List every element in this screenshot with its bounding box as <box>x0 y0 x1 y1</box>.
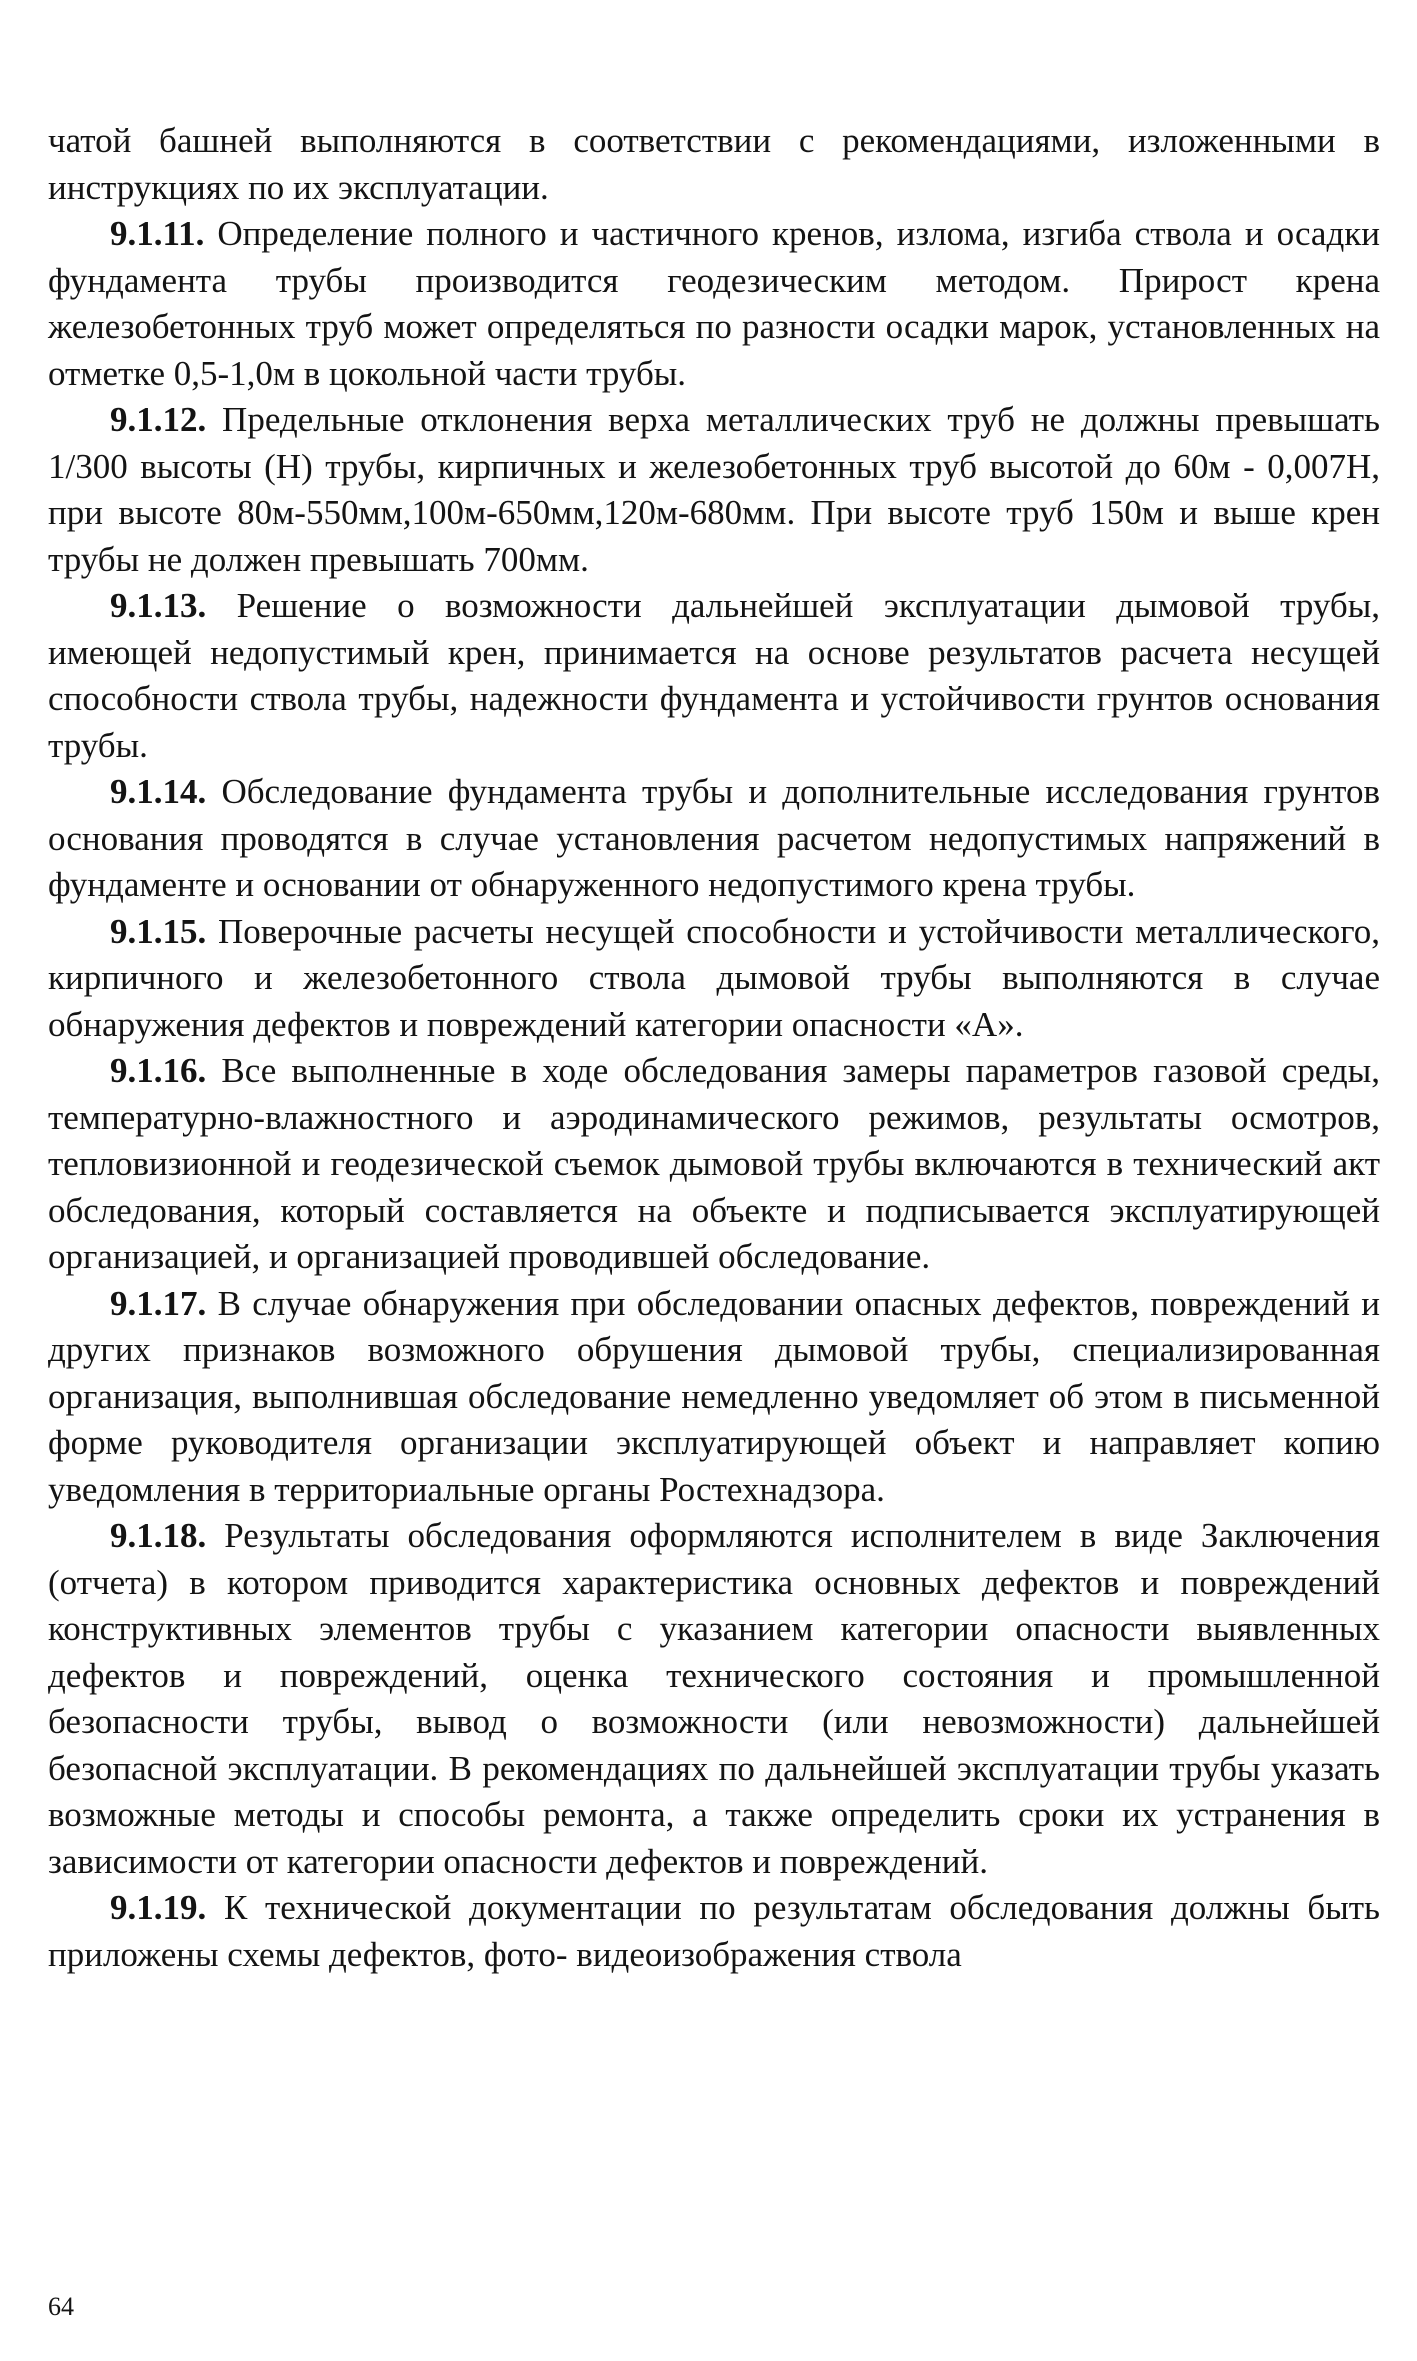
clause-number: 9.1.14. <box>110 772 207 811</box>
page-body <box>48 118 1380 1978</box>
clause-number: 9.1.18. <box>110 1516 207 1555</box>
paragraph-9-1-16 <box>48 1048 1380 1281</box>
clause-number: 9.1.12. <box>110 400 207 439</box>
clause-number: 9.1.19. <box>110 1888 207 1927</box>
paragraph-9-1-14 <box>48 769 1380 909</box>
paragraph-9-1-19 <box>48 1885 1380 1978</box>
paragraph-text: чатой башней выполняются в соответствии с рекомендациями, изложенными в инструкциях по их эксплуатации. <box>48 121 1380 207</box>
paragraph-9-1-15 <box>48 909 1380 1049</box>
paragraph-text: В случае обнаружения при обследовании опасных дефектов, повреждений и других признаков возможного обрушения дымовой трубы, специализированная организация, выполнившая обследование немедленно уведомляет об этом в письменной форме руководителя организации эксплуатирующей объект и направляет копию уведомления в территориальные органы Ростехнадзора. <box>48 1283 1380 1509</box>
paragraph-text: Результаты обследования оформляются исполнителем в виде Заключения (отчета) в котором приводится характеристика основных дефектов и повреждений конструктивных элементов трубы с указанием категории опасности выявленных дефектов и повреждений, оценка технического состояния и промышленной безопасности трубы, вывод о возможности (или невозможности) дальнейшей безопасной эксплуатации. В рекомендациях по дальнейшей эксплуатации трубы указать возможные методы и способы ремонта, а также определить сроки их устранения в зависимости от категории опасности дефектов и повреждений. <box>48 1516 1380 1881</box>
paragraph-9-1-18 <box>48 1513 1380 1885</box>
clause-number: 9.1.17. <box>110 1283 207 1323</box>
paragraph-text: К технической документации по результатам обследования должны быть приложены схемы дефектов, фото- видеоизображения ствола <box>48 1888 1380 1974</box>
paragraph-text: Решение о возможности дальнейшей эксплуатации дымовой трубы, имеющей недопустимый крен, принимается на основе результатов расчета несущей способности ствола трубы, надежности фундамента и устойчивости грунтов основания трубы. <box>48 586 1380 765</box>
clause-number: 9.1.13. <box>110 586 207 625</box>
paragraph-9-1-11 <box>48 211 1380 397</box>
paragraph-9-1-13 <box>48 583 1380 769</box>
paragraph-text: Все выполненные в ходе обследования замеры параметров газовой среды, температурно-влажностного и аэродинамического режимов, результаты осмотров, тепловизионной и геодезической съемок дымовой трубы включаются в технический акт обследования, который составляется на объекте и подписывается эксплуатирующей организацией, и организацией проводившей обследование. <box>48 1051 1380 1276</box>
paragraph-text: Определение полного и частичного кренов, излома, изгиба ствола и осадки фундамента трубы производится геодезическим методом. Прирост крена железобетонных труб может определяться по разности осадки марок, установленных на отметке 0,5-1,0м в цокольной части трубы. <box>48 214 1380 393</box>
clause-number: 9.1.16. <box>110 1051 207 1090</box>
paragraph-text: Предельные отклонения верха металлических труб не должны превышать 1/300 высоты (Н) трубы, кирпичных и железобетонных труб высотой до 60м - 0,007Н, при высоте 80м-550мм,100м-650мм,120м-680мм. При высоте труб 150м и выше крен трубы не должен превышать 700мм. <box>48 400 1380 579</box>
page-number: 64 <box>48 2292 74 2321</box>
paragraph-9-1-17 <box>48 1281 1380 1514</box>
paragraph-continuation <box>48 118 1380 211</box>
paragraph-text: Обследование фундамента трубы и дополнительные исследования грунтов основания проводятся в случае установления расчетом недопустимых напряжений в фундаменте и основании от обнаруженного недопустимого крена трубы. <box>48 772 1380 904</box>
paragraph-text: Поверочные расчеты несущей способности и устойчивости металлического, кирпичного и железобетонного ствола дымовой трубы выполняются в случае обнаружения дефектов и повреждений категории опасности «А». <box>48 911 1380 1044</box>
clause-number: 9.1.15. <box>110 911 207 951</box>
paragraph-9-1-12 <box>48 397 1380 583</box>
clause-number: 9.1.11. <box>110 214 205 253</box>
